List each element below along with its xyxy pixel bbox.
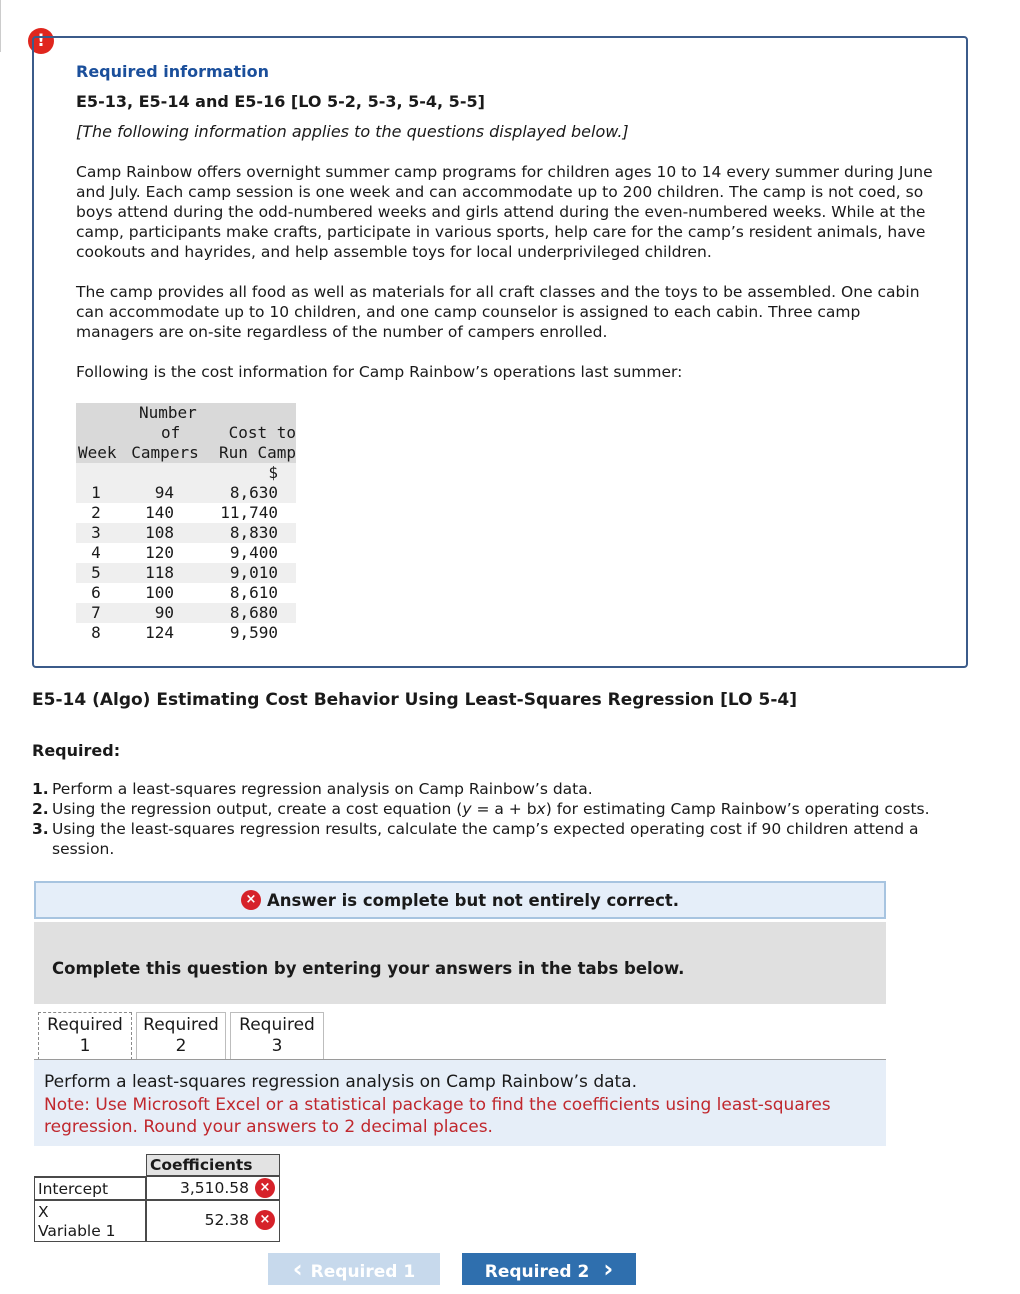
left-edge-line bbox=[0, 0, 1, 52]
table-row: 5 118 9,010 bbox=[76, 563, 296, 583]
chevron-left-icon: ‹ bbox=[292, 1255, 303, 1283]
answer-status-banner bbox=[34, 881, 886, 919]
tab-note: Note: Use Microsoft Excel or a statistical package to find the coefficients using least-squares regression. Round your answers to 2 decimal places. bbox=[44, 1095, 831, 1137]
table-row: 8 124 9,590 bbox=[91, 623, 278, 642]
cost-data-table bbox=[76, 403, 296, 643]
table-row: 7 90 8,680 bbox=[76, 603, 296, 623]
coefficients-table bbox=[34, 1154, 280, 1242]
table-row: 2 140 11,740 bbox=[91, 503, 278, 522]
previous-button[interactable]: ‹ Required 1 bbox=[268, 1253, 440, 1285]
tab-required-1[interactable]: Required 1 bbox=[38, 1012, 132, 1060]
complete-instruction: Complete this question by entering your answers in the tabs below. bbox=[52, 959, 685, 978]
coefficients-header: Coefficients bbox=[146, 1154, 280, 1176]
required-heading: Required: bbox=[32, 741, 121, 760]
info-paragraph-1: Camp Rainbow offers overnight summer camp programs for children ages 10 to 14 every summer during June and July. Each camp session is one week and can accommodate up to 200 children. The camp is not coed, so boys attend during the odd-numbered weeks and girls attend during the even-numbered weeks. While at the camp, participants make crafts, participate in various sports, help care for the camp’s resident animals, have cookouts and hayrides, and help assemble toys for local underprivileged children. bbox=[76, 163, 933, 261]
tab-required-2[interactable]: Required 2 bbox=[136, 1012, 226, 1060]
next-button[interactable]: Required 2 › bbox=[462, 1253, 636, 1285]
tab-required-3[interactable]: Required 3 bbox=[230, 1012, 324, 1060]
answer-status-text: Answer is complete but not entirely correct. bbox=[266, 890, 680, 910]
exercise-heading: E5-14 (Algo) Estimating Cost Behavior Using Least-Squares Regression [LO 5-4] bbox=[32, 690, 797, 710]
table-row: 4 120 9,400 bbox=[91, 543, 278, 562]
table-row: 1 94 $ 8,630 bbox=[76, 463, 296, 503]
list-item: 1. Perform a least-squares regression analysis on Camp Rainbow’s data. bbox=[32, 780, 593, 798]
tab-instruction: Perform a least-squares regression analysis on Camp Rainbow’s data. bbox=[44, 1072, 638, 1092]
incorrect-icon: × bbox=[255, 1178, 275, 1198]
info-applies-note: [The following information applies to the questions displayed below.] bbox=[76, 122, 629, 141]
list-item: 3. Using the least-squares regression results, calculate the camp’s expected operating cost if 90 children attend a session. bbox=[32, 820, 919, 858]
header-week: Week bbox=[76, 403, 124, 463]
info-paragraph-2: The camp provides all food as well as materials for all craft classes and the toys to be assembled. One cabin can accommodate up to 10 children, and one camp counselor is assigned to each cabin. Three camp managers are on-site regardless of the number of campers enrolled. bbox=[76, 283, 920, 341]
intercept-input[interactable]: 3,510.58 × bbox=[146, 1176, 280, 1200]
intercept-label-cell: Intercept bbox=[34, 1176, 146, 1200]
cost-table-header bbox=[76, 403, 296, 463]
chevron-right-icon: › bbox=[603, 1255, 614, 1283]
header-cost: Cost to Run Camp bbox=[204, 403, 296, 463]
alert-icon: ! bbox=[28, 28, 54, 54]
incorrect-icon: × bbox=[241, 890, 261, 910]
incorrect-icon: × bbox=[255, 1210, 275, 1230]
x-variable-input[interactable]: 52.38 × bbox=[146, 1200, 280, 1242]
table-row: 3 108 8,830 bbox=[76, 523, 296, 543]
table-row: 6 100 8,610 bbox=[91, 583, 278, 602]
x-variable-label-cell: X Variable 1 bbox=[34, 1200, 146, 1242]
list-item: 2. Using the regression output, create a cost equation (y = a + bx) for estimating Camp Rainbow’s operating costs. bbox=[32, 800, 930, 818]
info-title: Required information bbox=[76, 62, 269, 81]
header-campers: Number of Campers bbox=[124, 403, 204, 463]
info-subtitle: E5-13, E5-14 and E5-16 [LO 5-2, 5-3, 5-4, 5-5] bbox=[76, 92, 485, 111]
required-list bbox=[32, 779, 952, 859]
info-paragraph-3: Following is the cost information for Camp Rainbow’s operations last summer: bbox=[76, 363, 683, 381]
